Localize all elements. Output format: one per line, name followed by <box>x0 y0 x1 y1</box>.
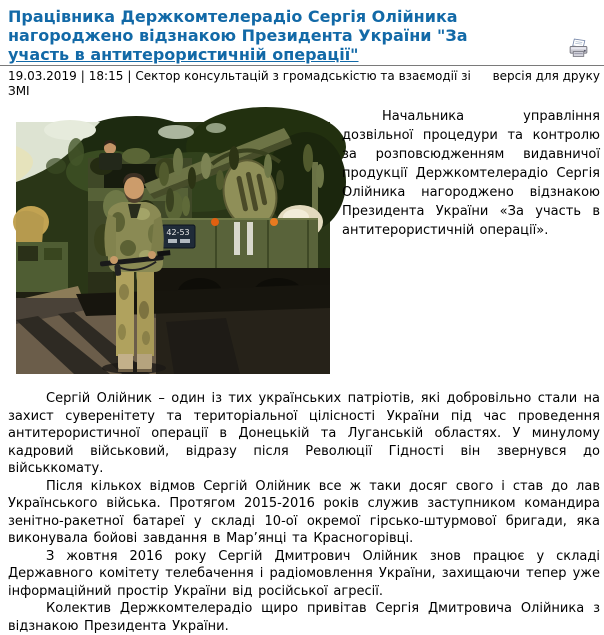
printer-icon[interactable] <box>568 38 589 59</box>
title-line: Працівника Держкомтелерадіо Сергія Олійника <box>8 7 458 26</box>
meta-separator: | <box>127 69 132 83</box>
paragraph: Після кількох відмов Сергій Олійник все ж таки досяг свого і став до лав Українського війська. Протягом 2015-2016 років служив заступником командира зенітно-ракетної батареї у складі 10-ої окремої гірсько-штурмової бригади, яка виконувала бойові завдання в Мар’янці та Красногорівці. <box>8 478 600 546</box>
meta-separator: | <box>80 69 85 83</box>
title-line: участь в антитерористичній операції" <box>8 45 359 64</box>
paragraph: З жовтня 2016 року Сергій Дмитрович Олійник знов працює у складі Державного комітету телебачення і радіомовлення України, захищаючи тепер уже інформаційний простір України від російської агресії. <box>8 548 600 599</box>
page-title <box>8 7 600 64</box>
article-body <box>8 107 600 635</box>
print-version-link[interactable]: версія для друку <box>492 69 600 83</box>
paragraph: Сергій Олійник – один із тих українських патріотів, які добровільно стали на захист суверенітету та територіальної цілісності України під час проведення антитерористичної операції в Донецькій та Луганській областях. У минулому кадровий військовий, відразу після Революції Гідності він звернувся до військкомату. <box>8 391 600 476</box>
article-meta <box>8 69 493 99</box>
publish-time: 18:15 <box>88 69 124 83</box>
publish-date: 19.03.2019 <box>8 69 77 83</box>
section-name: Сектор консультацій з громадськістю та взаємодії зі ЗМІ <box>8 69 471 98</box>
lead-paragraph: Начальника управління дозвільної процедури та контролю за розповсюдженням видавничої продукції Держкомтелерадіо Сергія Олійника нагороджено відзнакою Президента України «За участь в антитерористичній операції». <box>342 109 600 238</box>
license-plate-text: 42-53 <box>166 228 190 237</box>
photo-illustration <box>16 122 330 374</box>
article-photo <box>16 122 330 374</box>
title-line: нагороджено відзнакою Президента України "За <box>8 26 468 45</box>
paragraph: Колектив Держкомтелерадіо щиро привітав Сергія Дмитровича Олійника з відзнакою Президента України. <box>8 601 600 634</box>
